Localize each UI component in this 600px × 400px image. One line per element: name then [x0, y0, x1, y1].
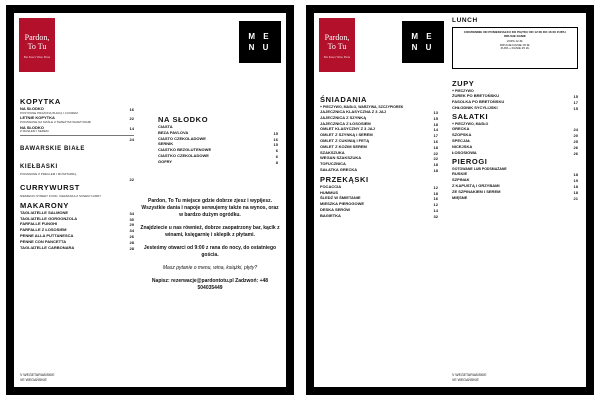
brand-logo: Pardon, To Tu Bar Kawa Wino Pizza: [319, 18, 355, 72]
menu-item: DESKA SERÓW 14: [320, 206, 438, 213]
menu-item: SERNIK 15: [158, 141, 278, 148]
menu-item: GOFRY 8: [158, 158, 278, 165]
menu-item: ŁOSOSIOWA 26: [452, 149, 578, 156]
menu-item: JAJECZNICA KLASYCZNA Z 3 JAJ 13: [320, 109, 438, 115]
menu-item: ŚLEDŹ W ŚMIETANIE 16: [320, 195, 438, 202]
diet-legend: V WEGETARIAŃSKIE VE WEGAŃSKIE: [20, 373, 55, 382]
section-title: NA SŁODKO: [158, 115, 209, 124]
menu-badge: M E N U: [402, 21, 444, 63]
menu-item: FASOLKA PO BRETOŃSKU 17: [452, 98, 578, 105]
menu-item: CIASTKO BEZGLUTENOWE 6: [158, 147, 278, 154]
menu-item: OMLET Z KOZIM SEREM 18: [320, 143, 438, 150]
section-title: MAKARONY: [20, 200, 69, 210]
menu-item: JAJECZNICA Z SZYNKĄ 15: [320, 114, 438, 121]
menu-item: WEGAN SZAKSZUKA 22: [320, 155, 438, 162]
menu-item: MIĘSNE 21: [452, 194, 578, 201]
menu-item: BAWARSKIE BIAŁE KIEŁBASKI PODAWANE Z PRECLEM I MUSZTARDĄ 24: [20, 136, 134, 176]
menu-badge: M E N U: [239, 21, 281, 63]
section-title: PRZEKĄSKI: [320, 174, 369, 184]
menu-item: FOCACCIA 12: [320, 183, 438, 190]
menu-item: CHŁODNIK SYCYLIJSKI 15: [452, 104, 578, 111]
menu-item: CIASTO CZEKOLADOWE 16: [158, 135, 278, 142]
menu-item: FARFALLE Z ŁOSOSIEM 34: [20, 227, 134, 234]
menu-item: Z KAPUSTĄ I GRZYBAMI 18: [452, 182, 578, 189]
about-text: Pardon, To Tu miejsce gdzie dobrze zjesz i wypijesz. Wszystkie dania i napoje serwujemy także na wynos, oraz w bardzo dużym ogródku. Znajdziecie u nas również, dobrze zaopatrzony bar, kącik z winami, księgarnię i sklepik z płytami. Jesteśmy otwarci od 9:00 z rana do nocy, do ostatniego gościa. Masz pytanie o menu, wina, książki, płyty? Napisz: rezerwacje@pardontotu.pl Zadzwoń: +48 504035449: [140, 198, 280, 291]
menu-item: TAGLIATELLE CARBONARA 28: [20, 244, 134, 251]
menu-item: NICEJSKA 26: [452, 143, 578, 150]
menu-item: FARFALLE FUNGHI 29: [20, 221, 134, 228]
diet-legend: V WEGETARIAŃSKIE VE WEGAŃSKIE: [452, 373, 487, 382]
menu-item: ZE SZPINAKIEM I SEREM 18: [452, 188, 578, 195]
menu-item: CIASTA: [158, 124, 173, 129]
menu-item: SZPINAK 19: [452, 177, 578, 184]
menu-item: TOFUCZNICA 18: [320, 161, 438, 168]
menu-item: NA SŁODKO Z MASŁEM I SEREM 14: [20, 124, 134, 134]
menu-item: JAJECZNICA Z ŁOSOSIEM 18: [320, 120, 438, 127]
menu-item: BEZA PAVLOVA 15: [158, 129, 278, 136]
lunch-box: CODZIENNIE OD PONIEDZIAŁKU DO PIĄTKU OD 12:00 DO 16:00 ZUPA I DRUGIE DANIE ZUPA 12 ZŁ DRUGIE DANIE 18 ZŁ ZUPA + DANIE 25 ZŁ: [452, 27, 578, 69]
menu-page-right: [306, 5, 594, 395]
menu-item: OMLET KLASYCZNY Z 3 JAJ 14: [320, 126, 438, 133]
section-title: ŚNIADANIA: [320, 95, 368, 104]
menu-item: HUMMUS 18: [320, 189, 438, 196]
menu-item: TAGLIATELLE SALMONE 34: [20, 209, 134, 216]
menu-item: LETNIE KOPYTKA PODAWANE NA MAŚLE Z ŚWIEŻYMI WARZYWAMI 22: [20, 115, 134, 125]
menu-item: OMLET Z CUKINIĄ I FETĄ 16: [320, 137, 438, 144]
dessert-column: [158, 113, 278, 166]
menu-item: PENNE ALLA PUTTANESCA 26: [20, 233, 134, 240]
brand-logo: Pardon, To Tu Bar Kawa Wino Pizza: [19, 18, 55, 72]
menu-item: GRECKA 24: [452, 126, 578, 133]
menu-item: SPECJAŁ 25: [452, 137, 578, 144]
menu-item: CIASTKO CZEKOLADOWE 6: [158, 152, 278, 159]
menu-item: SZAKSZUKA 22: [320, 149, 438, 156]
menu-item: NA SŁODKO POSYPANE PRAŻONĄ BUŁKĄ I CUKREM 16: [20, 106, 134, 115]
menu-item: MIESZKA PIEROGOWE 12: [320, 201, 438, 208]
right-left-column: ŚNIADANIA + PIECZYWO, MASŁO, WARZYWA, SZCZYPIOREK JAJECZNICA KLASYCZNA Z 3 JAJ 13 JAJECZNICA Z SZYNKĄ 15 JAJECZNICA Z ŁOSOSIEM 18 OMLET KLASYCZNY Z 3 JAJ 14 OMLET Z SZYNKĄ I SEREM 17 OMLET Z CUKINIĄ I FETĄ 16 OMLET Z KOZIM SEREM 18 SZAKSZUKA 22 WEGAN SZAKSZUKA 22 TOFUCZNICA 18 SAŁATKA GRECKA 18 PRZEKĄSKI FOCACCIA 12 HUMMUS 18 ŚLEDŹ W ŚMIETANIE 16 MIESZKA PIEROGOWE 12 DESKA SERÓW 14 BAGIETKA 32: [320, 95, 438, 219]
section-title: PIEROGI: [452, 157, 488, 167]
menu-item: PENNE CON PANCETTA 28: [20, 238, 134, 245]
menu-item: ŻUREK PO BRETOŃSKU 15: [452, 93, 578, 99]
menu-item: SAŁATKA GRECKA 18: [320, 166, 438, 173]
menu-paper-right: [314, 13, 586, 387]
menu-item: TAGLIATELLE GORGONZOLA 30: [20, 215, 134, 222]
menu-item: RUSKIE 18: [452, 171, 578, 178]
left-column: [20, 95, 134, 251]
menu-item: OMLET Z SZYNKĄ I SEREM 17: [320, 132, 438, 139]
right-right-column: ZUPY + PIECZYWO ŻUREK PO BRETOŃSKU 15 FASOLKA PO BRETOŃSKU 17 CHŁODNIK SYCYLIJSKI 15 SAŁATKI + PIECZYWO, MASŁO GRECKA 24 SZOPSKA 20 SPECJAŁ 25 NICEJSKA 26 ŁOSOSIOWA 26 PIEROGI GOTOWANE LUB PODSMAŻANE RUSKIE 18 SZPINAK 19 Z KAPUSTĄ I GRZYBAMI 18 ZE SZPINAKIEM I SEREM 18 MIĘSNE 21: [452, 79, 578, 201]
lunch-header: LUNCH: [452, 17, 478, 24]
section-title: ZUPY: [452, 79, 475, 88]
menu-item: CURRYWURST NIEMIECKI STREET FOOD. KIEŁBASKA Z SOSEM CURRY 22: [20, 177, 134, 199]
section-title: KOPYTKA: [20, 97, 61, 106]
menu-item: SZOPSKA 20: [452, 132, 578, 139]
section-title: SAŁATKI: [452, 112, 489, 122]
menu-paper-left: [14, 13, 286, 387]
menu-item: BAGIETKA 32: [320, 212, 438, 219]
menu-page-left: [6, 5, 294, 395]
